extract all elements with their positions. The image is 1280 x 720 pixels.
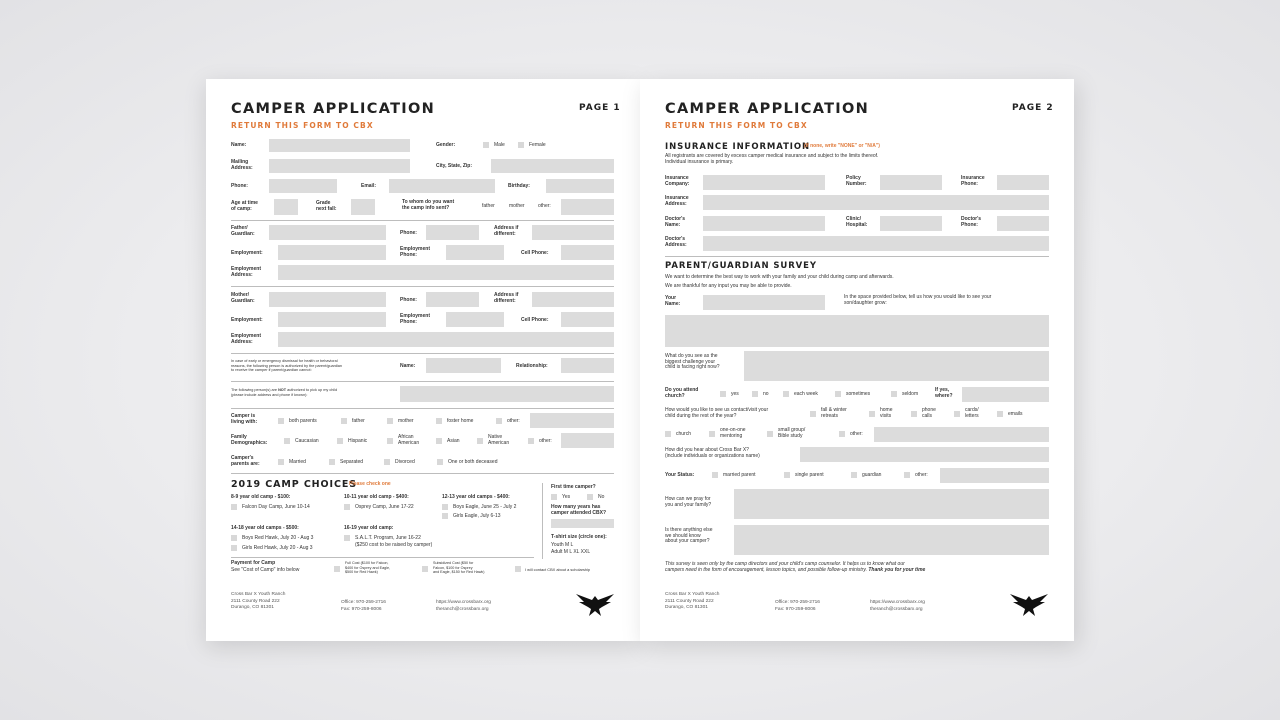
falcon-label: Falcon Day Camp, June 10-14 <box>242 504 310 510</box>
grade-label: Grade next fall: <box>316 200 337 212</box>
living-other-field[interactable] <box>530 413 614 428</box>
both-parents-label: both parents <box>289 418 317 424</box>
footer-web: https://www.crossbarx.org theranch@crossbarx.org <box>870 600 925 612</box>
divorced-checkbox[interactable] <box>384 459 390 465</box>
osprey-checkbox[interactable] <box>344 504 350 510</box>
grow-prompt: In the space provided below, tell us how you would like to see your son/daughter grow: <box>844 294 992 306</box>
mother-emp-address-field[interactable] <box>278 332 614 347</box>
emails-checkbox[interactable] <box>997 411 1003 417</box>
father-employment-field[interactable] <box>278 245 386 260</box>
small-group-checkbox[interactable] <box>767 431 773 437</box>
footer-web: https://www.crossbarx.org theranch@crossbarx.org <box>436 600 491 612</box>
single-parent-checkbox[interactable] <box>784 472 790 478</box>
challenge-field[interactable] <box>744 351 1049 381</box>
city-label: City, State, Zip: <box>436 163 473 169</box>
church-no-checkbox[interactable] <box>752 391 758 397</box>
church-label: Do you attend church? <box>665 387 699 399</box>
authorized-name-field[interactable] <box>426 358 501 373</box>
father-phone-field[interactable] <box>426 225 479 240</box>
both-parents-checkbox[interactable] <box>278 418 284 424</box>
anything-else-field[interactable] <box>734 525 1049 555</box>
foster-home-checkbox[interactable] <box>436 418 442 424</box>
survey-privacy-note: This survey is seen only by the camp directors and your child's camp counselor. It helps us to know what our campers need in the form of encouragement, lesson topics, and possible follow-up ministry. Thank you for your time <box>665 561 926 573</box>
scholarship-checkbox[interactable] <box>515 566 521 572</box>
challenge-label: What do you see as the biggest challenge your child is facing right now? <box>665 353 720 371</box>
years-attended-label: How many years has camper attended CBX? <box>551 504 607 516</box>
page-subtitle: RETURN THIS FORM TO CBX <box>231 121 374 130</box>
divider <box>665 256 1049 257</box>
retreats-label: fall & winter retreats <box>821 407 847 419</box>
full-cost-label: Full Cost ($100 for Falcon, $400 for Osprey and Eagle, $500 for Red Hawk) <box>345 561 391 575</box>
page-number: PAGE 1 <box>579 103 621 113</box>
application-page-1 <box>206 79 640 641</box>
whom-other: other: <box>538 203 551 209</box>
mailing-address-field[interactable] <box>269 159 410 173</box>
contact-church-checkbox[interactable] <box>665 431 671 437</box>
living-other-label: other: <box>507 418 520 424</box>
age-14-18-heading: 14-18 year old camps - $500: <box>231 525 299 531</box>
hispanic-checkbox[interactable] <box>337 438 343 444</box>
relationship-label: Relationship: <box>516 363 548 369</box>
grow-field[interactable] <box>665 315 1049 347</box>
living-mother-checkbox[interactable] <box>387 418 393 424</box>
mother-emp-phone-label: Employment Phone: <box>400 313 431 325</box>
whom-mother: mother <box>509 203 525 209</box>
doctor-name-label: Doctor's Name: <box>665 216 686 228</box>
tshirt-youth[interactable]: Youth M L <box>551 542 574 548</box>
anything-else-prompt: Is there anything else we should know about your camper? <box>665 527 713 545</box>
sometimes-checkbox[interactable] <box>835 391 841 397</box>
each-week-label: each week <box>794 391 818 397</box>
insurance-address-field[interactable] <box>703 195 1049 210</box>
hear-about-prompt: How did you hear about Cross Bar X? (include individuals or organizations name) <box>665 447 760 459</box>
married-parent-checkbox[interactable] <box>712 472 718 478</box>
please-check-note: Please check one <box>349 481 391 487</box>
dismissal-note: In case of early or emergency dismissal for health or behavioral reasons, the following person is authorized by the parent/guardian to receive the camper if parent/guardian cannot: <box>231 359 343 373</box>
caucasian-checkbox[interactable] <box>284 438 290 444</box>
living-other-checkbox[interactable] <box>496 418 502 424</box>
mother-address-field[interactable] <box>532 292 614 307</box>
first-time-no-label: No <box>598 494 605 500</box>
camp-choices-title: 2019 CAMP CHOICES <box>231 479 357 490</box>
page-number: PAGE 2 <box>1012 103 1054 113</box>
sometimes-label: sometimes <box>846 391 871 397</box>
father-label: Father/ Guardian: <box>231 225 255 237</box>
native-american-checkbox[interactable] <box>477 438 483 444</box>
city-field[interactable] <box>491 159 614 173</box>
mother-label: Mother/ Guardian: <box>231 292 255 304</box>
birthday-label: Birthday: <box>508 183 530 189</box>
phone-field[interactable] <box>269 179 337 193</box>
age-label: Age at time of camp: <box>231 200 258 212</box>
father-emp-phone-field[interactable] <box>446 245 504 260</box>
divider <box>231 286 614 287</box>
father-cell-label: Cell Phone: <box>521 250 549 256</box>
living-with-label: Camper is living with: <box>231 413 258 425</box>
whom-label: To whom do you want the camp info sent? <box>402 199 455 211</box>
mother-address-label: Address if different: <box>494 292 519 304</box>
father-emp-address-label: Employment Address: <box>231 266 262 278</box>
father-emp-address-field[interactable] <box>278 265 614 280</box>
status-other-field[interactable] <box>940 468 1049 483</box>
mother-cell-field[interactable] <box>561 312 614 327</box>
mother-emp-phone-field[interactable] <box>446 312 504 327</box>
page-subtitle: RETURN THIS FORM TO CBX <box>665 121 808 130</box>
divider <box>231 381 614 382</box>
mother-employment-label: Employment: <box>231 317 263 323</box>
survey-title: PARENT/GUARDIAN SURVEY <box>665 261 817 271</box>
full-cost-checkbox[interactable] <box>334 566 340 572</box>
divider <box>231 557 534 558</box>
mentoring-label: one-on-one mentoring <box>720 427 746 439</box>
girls-red-hawk-label: Girls Red Hawk, July 20 - Aug 3 <box>242 545 313 551</box>
mentoring-checkbox[interactable] <box>709 431 715 437</box>
age-10-11-heading: 10-11 year old camp - $400: <box>344 494 409 500</box>
relationship-field[interactable] <box>561 358 614 373</box>
pray-field[interactable] <box>734 489 1049 519</box>
salt-checkbox[interactable] <box>344 535 350 541</box>
father-phone-label: Phone: <box>400 230 417 236</box>
subsidized-label: Subsidized Cost ($50 for Falcon, $100 for Osprey and Eagle, $150 for Red Hawk) <box>433 561 485 575</box>
cards-checkbox[interactable] <box>954 411 960 417</box>
caucasian-label: Caucasian <box>295 438 319 444</box>
footer-phones: Office: 970-259-2716 Fax: 970-259-8006 <box>341 600 386 612</box>
footer-phones: Office: 970-259-2716 Fax: 970-259-8006 <box>775 600 820 612</box>
email-label: Email: <box>361 183 377 189</box>
whom-father: father <box>482 203 495 209</box>
small-group-label: small group/ Bible study <box>778 427 806 439</box>
father-employment-label: Employment: <box>231 250 263 256</box>
church-yes-checkbox[interactable] <box>720 391 726 397</box>
insurance-desc: All registrants are covered by excess camper medical insurance and subject to the limits thereof. Individual insurance is primary. <box>665 153 879 165</box>
phone-label: Phone: <box>231 183 248 189</box>
doctor-address-label: Doctor's Address: <box>665 236 687 248</box>
mother-field[interactable] <box>269 292 386 307</box>
church-where-field[interactable] <box>962 387 1049 402</box>
father-field[interactable] <box>269 225 386 240</box>
first-time-label: First time camper? <box>551 484 596 490</box>
boys-eagle-label: Boys Eagle, June 25 - July 2 <box>453 504 517 510</box>
living-mother-label: mother <box>398 418 414 424</box>
each-week-checkbox[interactable] <box>783 391 789 397</box>
contact-church-label: church <box>676 431 692 437</box>
boys-red-hawk-label: Boys Red Hawk, July 20 - Aug 3 <box>242 535 314 541</box>
separated-checkbox[interactable] <box>329 459 335 465</box>
asian-checkbox[interactable] <box>436 438 442 444</box>
payment-title: Payment for Camp <box>231 560 276 566</box>
first-time-yes-label: Yes <box>562 494 571 500</box>
boys-eagle-checkbox[interactable] <box>442 504 448 510</box>
gender-label: Gender: <box>436 142 456 148</box>
father-cell-field[interactable] <box>561 245 614 260</box>
footer-address: Cross Bar X Youth Ranch 2111 County Road 222 Durango, CO 81301 <box>231 592 286 610</box>
home-visits-checkbox[interactable] <box>869 411 875 417</box>
native-american-label: Native American <box>488 434 510 446</box>
parents-are-label: Camper's parents are: <box>231 455 260 467</box>
living-father-label: father <box>352 418 365 424</box>
mother-cell-label: Cell Phone: <box>521 317 549 323</box>
name-label: Name: <box>231 142 247 148</box>
living-father-checkbox[interactable] <box>341 418 347 424</box>
salt-cost-label: ($250 cost to be raised by camper) <box>355 542 433 548</box>
contact-other-label: other: <box>850 431 863 437</box>
application-page-2 <box>640 79 1074 641</box>
phone-calls-checkbox[interactable] <box>911 411 917 417</box>
male-label: Male <box>494 142 505 148</box>
falcon-checkbox[interactable] <box>231 504 237 510</box>
male-checkbox[interactable] <box>483 142 489 148</box>
seldom-label: seldom <box>902 391 919 397</box>
foster-home-label: foster home <box>447 418 474 424</box>
girls-eagle-checkbox[interactable] <box>442 513 448 519</box>
insurance-note: (If none, write "NONE" or "N/A") <box>804 143 880 149</box>
clinic-label: Clinic/ Hospital: <box>846 216 868 228</box>
pray-prompt: How can we pray for you and your family? <box>665 496 712 508</box>
father-address-label: Address if different: <box>494 225 519 237</box>
father-emp-phone-label: Employment Phone: <box>400 246 431 258</box>
age-12-13-heading: 12-13 year old camps - $400: <box>442 494 510 500</box>
guardian-checkbox[interactable] <box>851 472 857 478</box>
status-label: Your Status: <box>665 472 695 478</box>
boys-red-hawk-checkbox[interactable] <box>231 535 237 541</box>
divider <box>231 353 614 354</box>
single-parent-label: single parent <box>795 472 824 478</box>
demographics-other-field[interactable] <box>561 433 614 448</box>
age-16-19-heading: 16-19 year old camp: <box>344 525 394 531</box>
not-authorized-field[interactable] <box>400 386 614 402</box>
asian-label: Asian <box>447 438 460 444</box>
whom-other-field[interactable] <box>561 199 614 215</box>
column-divider <box>542 483 543 559</box>
insurance-company-field[interactable] <box>703 175 825 190</box>
contact-other-field[interactable] <box>874 427 1049 442</box>
osprey-label: Osprey Camp, June 17-22 <box>355 504 414 510</box>
female-label: Female <box>529 142 546 148</box>
age-8-9-heading: 8-9 year old camp - $100: <box>231 494 291 500</box>
church-yes-label: yes <box>731 391 739 397</box>
doctor-address-field[interactable] <box>703 236 1049 251</box>
insurance-company-label: Insurance Company: <box>665 175 690 187</box>
mother-emp-address-label: Employment Address: <box>231 333 262 345</box>
mother-employment-field[interactable] <box>278 312 386 327</box>
married-checkbox[interactable] <box>278 459 284 465</box>
girls-eagle-label: Girls Eagle, July 6-13 <box>453 513 501 519</box>
insurance-address-label: Insurance Address: <box>665 195 689 207</box>
father-address-field[interactable] <box>532 225 614 240</box>
seldom-checkbox[interactable] <box>891 391 897 397</box>
your-name-label: Your Name: <box>665 295 681 307</box>
african-american-checkbox[interactable] <box>387 438 393 444</box>
married-parent-label: married parent <box>723 472 756 478</box>
mailing-label: Mailing Address: <box>231 159 253 171</box>
subsidized-checkbox[interactable] <box>422 566 428 572</box>
insurance-phone-field[interactable] <box>997 175 1049 190</box>
name-field[interactable] <box>269 139 410 152</box>
not-authorized-note: The following person(s) are NOT authorized to pick up my child (please include address and phone if known): <box>231 388 338 397</box>
payment-subtitle: See "Cost of Camp" info below <box>231 567 300 573</box>
doctor-phone-label: Doctor's Phone: <box>961 216 982 228</box>
age-field[interactable] <box>274 199 298 215</box>
insurance-phone-label: Insurance Phone: <box>961 175 985 187</box>
footer-address: Cross Bar X Youth Ranch 2111 County Road 222 Durango, CO 81301 <box>665 592 720 610</box>
page-title: CAMPER APPLICATION <box>231 101 436 117</box>
your-name-field[interactable] <box>703 295 825 310</box>
divorced-label: Divorced <box>395 459 415 465</box>
deceased-checkbox[interactable] <box>437 459 443 465</box>
girls-red-hawk-checkbox[interactable] <box>231 545 237 551</box>
first-time-no-checkbox[interactable] <box>587 494 593 500</box>
divider <box>231 473 614 474</box>
church-no-label: no <box>763 391 769 397</box>
authorized-name-label: Name: <box>400 363 416 369</box>
separated-label: Separated <box>340 459 364 465</box>
demographics-other-label: other: <box>539 438 552 444</box>
african-american-label: African American <box>398 434 420 446</box>
demographics-label: Family Demographics: <box>231 434 268 446</box>
female-checkbox[interactable] <box>518 142 524 148</box>
policy-label: Policy Number: <box>846 175 867 187</box>
hear-about-field[interactable] <box>800 447 1049 462</box>
deceased-label: One or both deceased <box>448 459 498 465</box>
emails-label: emails <box>1008 411 1023 417</box>
email-field[interactable] <box>389 179 495 193</box>
retreats-checkbox[interactable] <box>810 411 816 417</box>
survey-desc: We want to determine the best way to work with your family and your child during camp and afterwards. We are thankful for any input you may be able to provide. <box>665 274 894 289</box>
divider <box>231 408 614 409</box>
contact-other-checkbox[interactable] <box>839 431 845 437</box>
home-visits-label: home visits <box>880 407 893 419</box>
tshirt-label: T-shirt size (circle one): <box>551 534 607 540</box>
phone-calls-label: phone calls <box>922 407 936 419</box>
demographics-other-checkbox[interactable] <box>528 438 534 444</box>
birthday-field[interactable] <box>546 179 614 193</box>
policy-field[interactable] <box>880 175 942 190</box>
insurance-title: INSURANCE INFORMATION <box>665 142 810 152</box>
clinic-field[interactable] <box>880 216 942 231</box>
mother-phone-field[interactable] <box>426 292 479 307</box>
salt-label: S.A.L.T. Program, June 16-22 <box>355 535 421 541</box>
page-title: CAMPER APPLICATION <box>665 101 870 117</box>
years-attended-field[interactable] <box>551 519 614 528</box>
where-label: If yes, where? <box>935 387 953 399</box>
guardian-label: guardian <box>862 472 882 478</box>
tshirt-adult[interactable]: Adult M L XL XXL <box>551 549 591 555</box>
status-other-checkbox[interactable] <box>904 472 910 478</box>
grade-field[interactable] <box>351 199 375 215</box>
hispanic-label: Hispanic <box>348 438 368 444</box>
scholarship-label: I will contact CBX about a scholarship <box>525 567 591 572</box>
eagle-logo-icon <box>1008 593 1050 617</box>
status-other-label: other: <box>915 472 928 478</box>
cards-label: cards/ letters <box>965 407 979 419</box>
mother-phone-label: Phone: <box>400 297 417 303</box>
first-time-yes-checkbox[interactable] <box>551 494 557 500</box>
divider <box>231 220 614 221</box>
eagle-logo-icon <box>574 593 616 617</box>
doctor-name-field[interactable] <box>703 216 825 231</box>
contact-prompt: How would you like to see us contact/visit your child during the rest of the year? <box>665 407 769 419</box>
doctor-phone-field[interactable] <box>997 216 1049 231</box>
married-label: Married <box>289 459 306 465</box>
